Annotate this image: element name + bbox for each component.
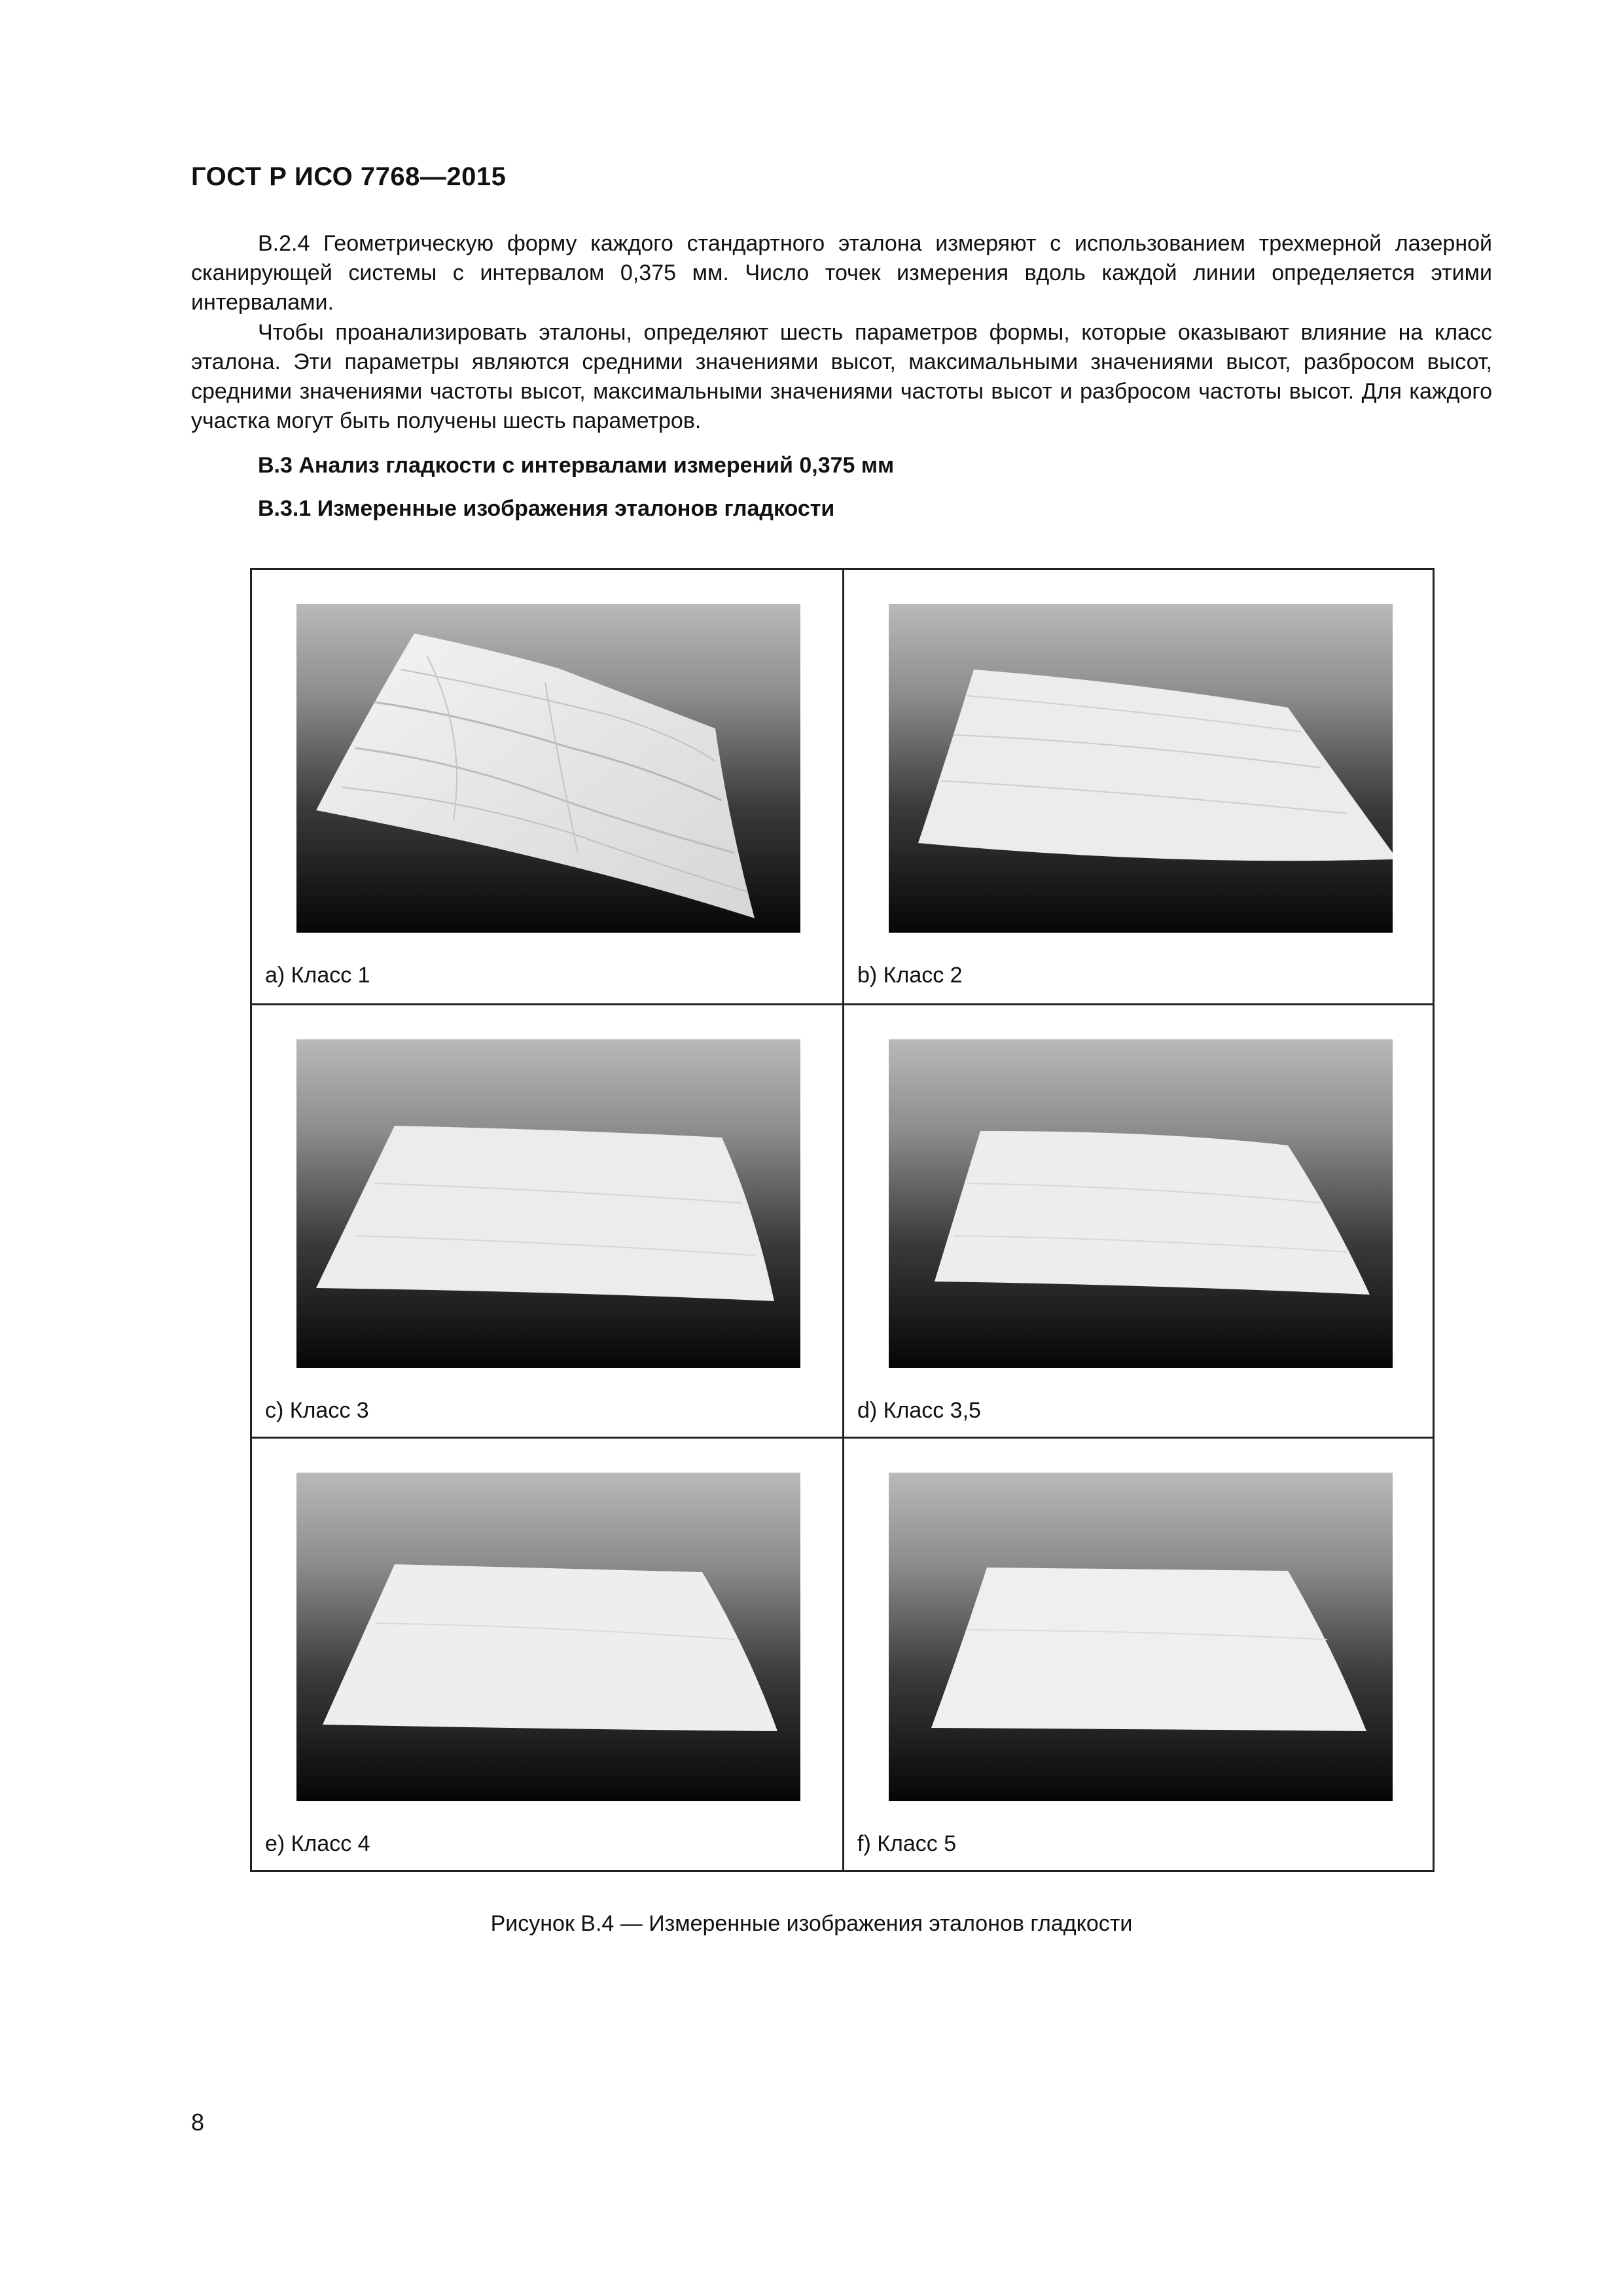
figure-b4-grid: [250, 568, 1435, 1872]
panel-caption-e: e) Класс 4: [265, 1831, 370, 1856]
panel-caption-a: a) Класс 1: [265, 963, 370, 988]
figure-panel-d: [842, 1003, 1433, 1437]
paragraph-text: Чтобы проанализировать эталоны, определяют шесть параметров формы, которые оказывают влияние на класс эталона. Эти параметры являются средними значениями высот, максимальными значениями высот, разбросом высот, средними значениями частоты высот, максимальными значениями частоты высот и разбросом частоты высот. Для каждого участка могут быть получены шесть параметров.: [191, 320, 1492, 433]
figure-panel-c: [252, 1003, 842, 1437]
paragraph-text: В.2.4 Геометрическую форму каждого стандартного эталона измеряют с использованием трехмерной лазерной сканирующей системы с интервалом 0,375 мм. Число точек измерения вдоль каждой линии определяется этими интервалами.: [191, 231, 1492, 315]
figure-panel-e: [252, 1437, 842, 1870]
panel-caption-b: b) Класс 2: [857, 963, 963, 988]
figure-caption: Рисунок В.4 — Измеренные изображения эталонов гладкости: [490, 1911, 1133, 1936]
page-number: 8: [191, 2109, 205, 2136]
scan-image-class-3-5: [889, 1039, 1393, 1368]
paragraph-b24: [191, 229, 1492, 317]
scan-image-class-3: [296, 1039, 800, 1368]
scan-image-class-1: [296, 604, 800, 933]
paragraph-parameters: [191, 318, 1492, 436]
figure-panel-f: [842, 1437, 1433, 1870]
scan-image-class-4: [296, 1473, 800, 1801]
figure-panel-b: [842, 570, 1433, 1003]
section-heading-b3: В.3 Анализ гладкости с интервалами измерений 0,375 мм: [258, 453, 895, 478]
subsection-heading-b31: В.3.1 Измеренные изображения эталонов гладкости: [258, 496, 835, 521]
document-header: ГОСТ Р ИСО 7768—2015: [191, 162, 507, 191]
panel-caption-d: d) Класс 3,5: [857, 1398, 981, 1423]
panel-caption-f: f) Класс 5: [857, 1831, 957, 1856]
figure-panel-a: [252, 570, 842, 1003]
scan-image-class-5: [889, 1473, 1393, 1801]
panel-caption-c: c) Класс 3: [265, 1398, 369, 1423]
scan-image-class-2: [889, 604, 1393, 933]
